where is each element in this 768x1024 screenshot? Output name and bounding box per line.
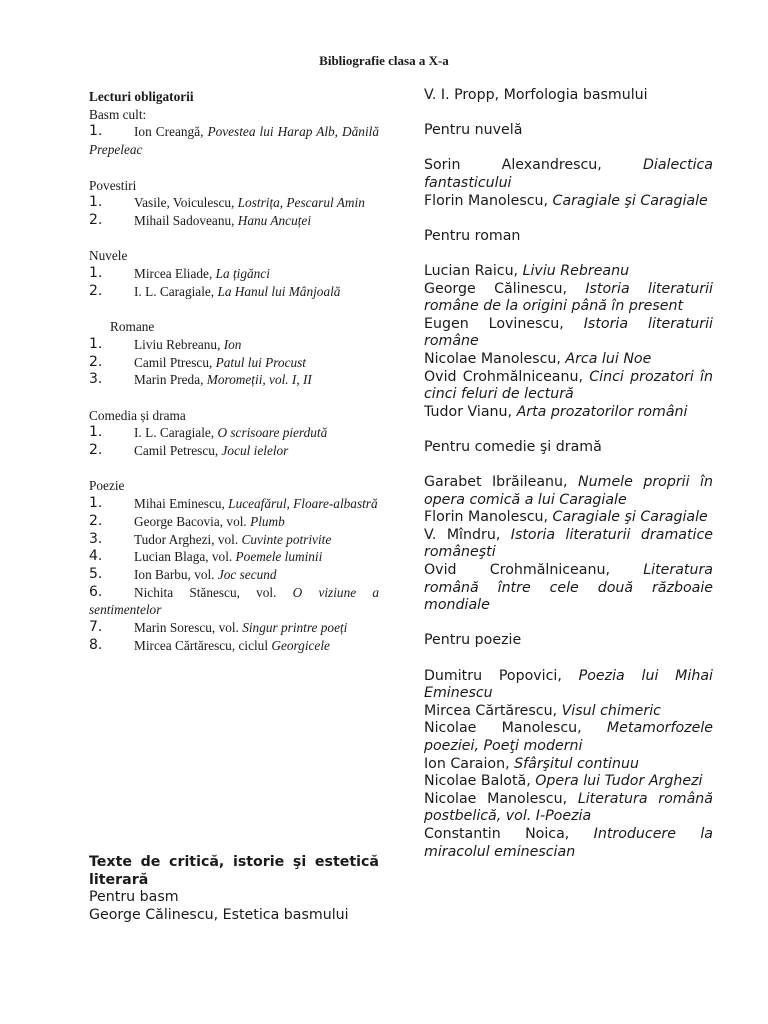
list-item: George Călinescu, Istoria literaturii române de la origini până în present [424,280,713,315]
list-item: Nicolae Manolescu, Metamorfozele poeziei, Poeţi moderni [424,720,713,754]
section-label: Pentru roman [424,227,521,244]
basm-label: Basm cult: [89,106,147,122]
list-item: Nicolae Manolescu, Arca lui Noe [424,350,652,367]
list-item: Sorin Alexandrescu, Dialectica fantasticului [424,157,713,191]
list-item: Nicolae Balotă, Opera lui Tudor Arghezi [424,773,703,790]
nuvele-label: Nuvele [89,248,128,264]
romane-label: Romane [110,319,155,335]
list-item: 1. Ion Creangă, Povestea lui Harap Alb, Dănilă Prepeleac [89,123,379,158]
list-item: 1. Liviu Rebreanu, Ion [89,335,242,352]
list-item: Mircea Cărtărescu, Visul chimeric [424,702,661,719]
list-item: George Călinescu, Estetica basmului [89,906,349,923]
list-item: Florin Manolescu, Caragiale şi Caragiale [424,509,708,526]
list-item: Nicolae Manolescu, Literatura română postbelică, vol. I-Poezia [424,790,713,825]
list-item: Tudor Vianu, Arta prozatorilor români [424,403,688,420]
list-item: 1. I. L. Caragiale, O scrisoare pierdută [89,424,328,441]
list-item: 2. I. L. Caragiale, La Hanul lui Mânjoală [89,282,341,299]
required-readings-heading: Lecturi obligatorii [89,89,194,104]
list-item: 3. Marin Preda, Moromeții, vol. I, II [89,371,312,388]
required-readings-column [89,88,379,654]
povestiri-label: Povestiri [89,177,137,193]
pentru-basm-label: Pentru basm [89,889,179,906]
list-item: 1. Vasile, Voiculescu, Lostrița, Pescarul Amin [89,194,365,211]
list-item: 5. Ion Barbu, vol. Joc secund [89,565,277,582]
section-label: Pentru comedie şi dramă [424,438,602,455]
list-item: 8. Mircea Cărtărescu, ciclul Georgicele [89,636,330,653]
list-item: Ion Caraion, Sfârşitul continuu [424,755,639,772]
criticism-section-start [89,854,379,924]
list-item: Lucian Raicu, Liviu Rebreanu [424,262,630,279]
list-item: Dumitru Popovici, Poezia lui Mihai Eminescu [424,667,713,702]
list-item: V. Mîndru, Istoria literaturii dramatice româneşti [424,526,713,561]
section-label: Pentru poezie [424,632,522,649]
list-item: Ovid Crohmălniceanu, Cinci prozatori în cinci feluri de lectură [424,368,713,403]
criticism-column [424,87,713,861]
list-item: 1. Mircea Eliade, La țigănci [89,265,270,281]
list-item: Eugen Lovinescu, Istoria literaturii române [424,315,713,350]
list-item: 3. Tudor Arghezi, vol. Cuvinte potrivite [89,530,332,547]
list-item: Garabet Ibrăileanu, Numele proprii în opera comică a lui Caragiale [424,474,713,508]
criticism-heading: Texte de critică, istorie şi estetică literară [89,854,379,888]
list-item: 2. George Bacovia, vol. Plumb [89,512,285,529]
list-item: 2. Camil Ptrescu, Patul lui Procust [89,353,306,370]
list-item: 2. Camil Petrescu, Jocul ielelor [89,442,289,458]
comedia-label: Comedia și drama [89,407,186,423]
page-title: Bibliografie clasa a X-a [319,53,449,68]
list-item: 7. Marin Sorescu, vol. Singur printre poeți [89,619,348,636]
poezie-label: Poezie [89,478,125,494]
list-item: Constantin Noica, Introducere la miracolul eminescian [424,825,713,860]
list-item: 2. Mihail Sadoveanu, Hanu Ancuței [89,211,312,228]
list-item: 6. Nichita Stănescu, vol. O viziune a sentimentelor [89,583,379,618]
section-label: Pentru nuvelă [424,122,523,139]
list-item: Ovid Crohmălniceanu, Literatura română între cele două războaie mondiale [424,562,713,614]
list-item: 1. Mihai Eminescu, Luceafărul, Floare-albastră [89,495,378,512]
list-item: 4. Lucian Blaga, vol. Poemele luminii [89,548,323,565]
list-item: Florin Manolescu, Caragiale şi Caragiale [424,192,708,209]
list-item: V. I. Propp, Morfologia basmului [424,87,648,103]
